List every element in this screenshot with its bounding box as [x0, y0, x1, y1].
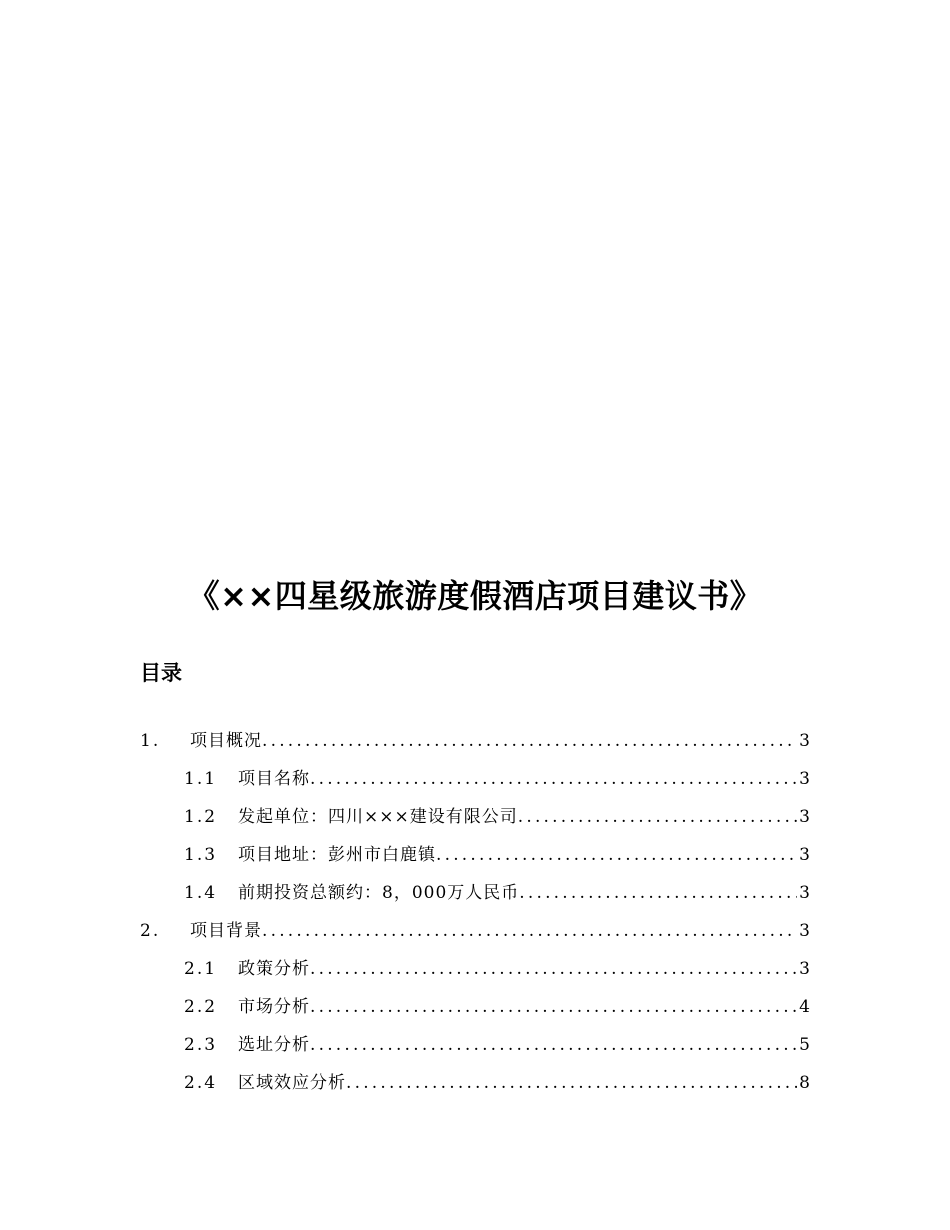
toc-dot-leader [518, 798, 797, 836]
toc-entry-number: 2.3 [184, 1035, 218, 1055]
toc-entry-number: 1. [140, 731, 161, 751]
toc-entry-2[interactable] [140, 912, 810, 950]
toc-entry-1-3[interactable] [140, 836, 810, 874]
toc-entry-text: 选址分析 [238, 1035, 310, 1055]
toc-dot-leader [310, 1026, 797, 1064]
toc-entry-text: 区域效应分析 [238, 1073, 346, 1093]
toc-entry-number: 2.4 [184, 1073, 218, 1093]
toc-entry-1[interactable] [140, 722, 810, 760]
toc-entry-page: 3 [799, 769, 810, 789]
toc-heading: 目录 [140, 661, 182, 685]
toc-entry-page: 3 [799, 807, 810, 827]
toc-entry-number: 1.2 [184, 807, 218, 827]
toc-entry-1-1[interactable] [140, 760, 810, 798]
toc-dot-leader [310, 988, 797, 1026]
toc-entry-text: 发起单位：四川×××建设有限公司 [238, 807, 518, 827]
toc-entry-page: 3 [799, 959, 810, 979]
toc-entry-2-3[interactable] [140, 1026, 810, 1064]
toc-dot-leader [310, 950, 797, 988]
toc-entry-1-4[interactable] [140, 874, 810, 912]
toc-entry-number: 1.1 [184, 769, 218, 789]
toc-entry-number: 2. [140, 921, 161, 941]
toc-entry-page: 4 [799, 997, 810, 1017]
toc-entry-number: 2.2 [184, 997, 218, 1017]
toc-dot-leader [436, 836, 797, 874]
toc-entry-text: 项目概况 [190, 731, 262, 751]
toc-entry-number: 2.1 [184, 959, 218, 979]
toc-entry-text: 项目名称 [238, 769, 310, 789]
toc-entry-1-2[interactable] [140, 798, 810, 836]
toc-entry-page: 3 [799, 883, 810, 903]
toc-entry-text: 前期投资总额约：8，000万人民币 [238, 883, 520, 903]
toc-dot-leader [346, 1064, 797, 1102]
toc-entry-page: 5 [799, 1035, 810, 1055]
toc-dot-leader [262, 722, 797, 760]
toc-dot-leader [262, 912, 797, 950]
toc-entry-page: 3 [799, 845, 810, 865]
toc-entry-text: 政策分析 [238, 959, 310, 979]
toc-dot-leader [519, 874, 797, 912]
toc-dot-leader [310, 760, 797, 798]
toc-entry-page: 3 [799, 921, 810, 941]
toc-entry-page: 8 [799, 1073, 810, 1093]
toc-entry-text: 项目地址：彭州市白鹿镇 [238, 845, 436, 865]
toc-entry-2-2[interactable] [140, 988, 810, 1026]
toc-entry-number: 1.3 [184, 845, 218, 865]
toc-entry-2-4[interactable] [140, 1064, 810, 1102]
toc-entry-number: 1.4 [184, 883, 218, 903]
table-of-contents [140, 722, 810, 1102]
document-title: 《××四星级旅游度假酒店项目建议书》 [187, 577, 763, 615]
toc-entry-2-1[interactable] [140, 950, 810, 988]
toc-entry-page: 3 [799, 731, 810, 751]
toc-entry-text: 市场分析 [238, 997, 310, 1017]
toc-entry-text: 项目背景 [190, 921, 262, 941]
